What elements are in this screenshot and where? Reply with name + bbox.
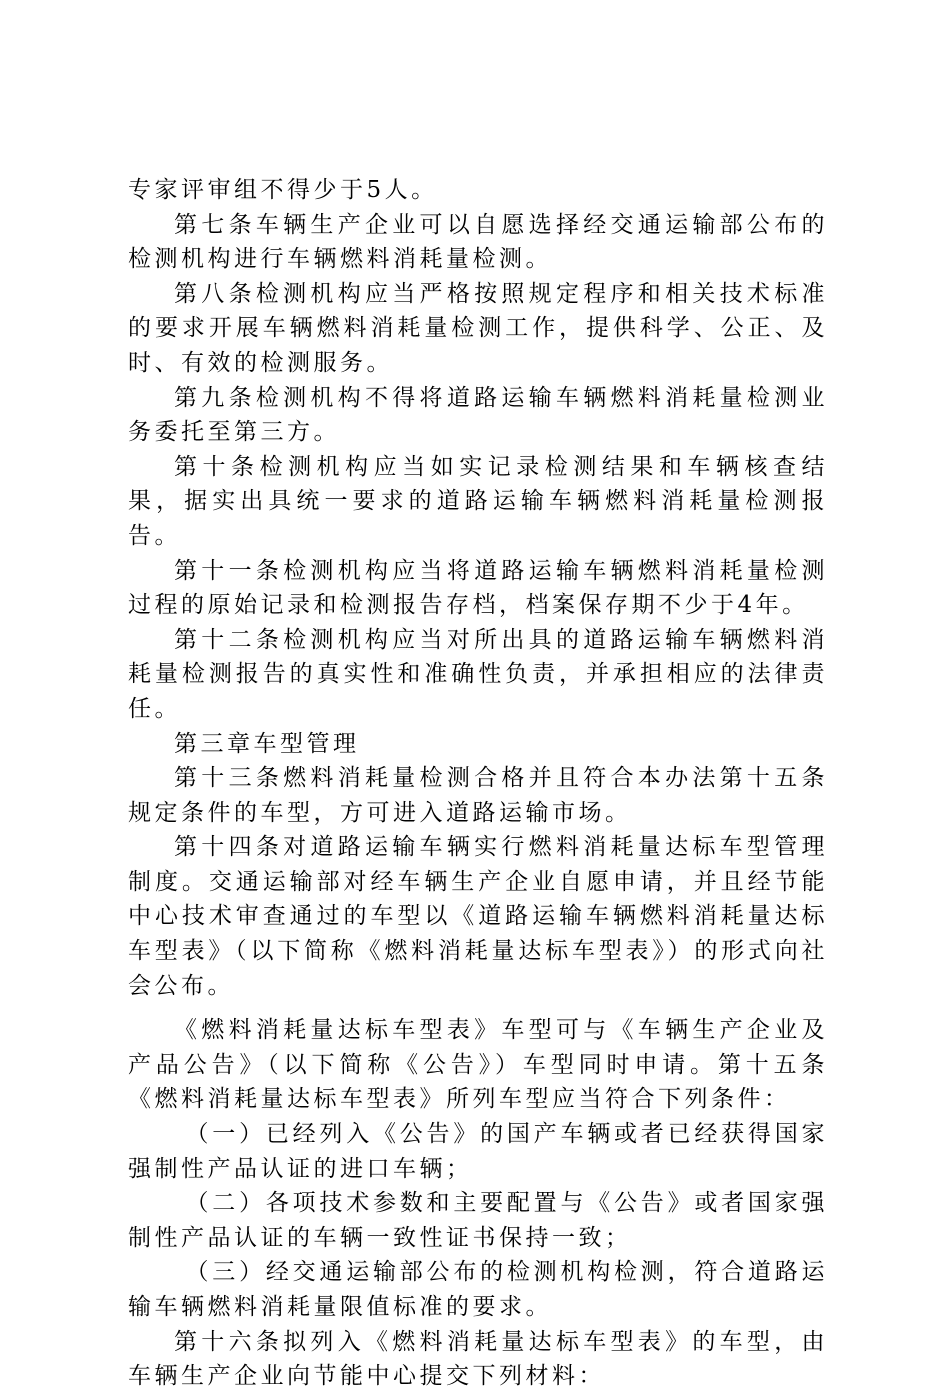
paragraph-article-9: 第九条检测机构不得将道路运输车辆燃料消耗量检测业务委托至第三方。 xyxy=(128,384,828,446)
paragraph-condition-3: （三）经交通运输部公布的检测机构检测，符合道路运输车辆燃料消耗量限值标准的要求。 xyxy=(128,1259,828,1320)
paragraph-article-8: 第八条检测机构应当严格按照规定程序和相关技术标准的要求开展车辆燃料消耗量检测工作，提供科学、公正、及时、有效的检测服务。 xyxy=(128,280,828,376)
paragraph-article-14: 第十四条对道路运输车辆实行燃料消耗量达标车型管理制度。交通运输部对经车辆生产企业自愿申请，并且经节能中心技术审查通过的车型以《道路运输车辆燃料消耗量达标车型表》（以下简称《燃料消耗量达标车型表》）的形式向社会公布。 xyxy=(128,834,828,999)
chapter-3-heading: 第三章车型管理 xyxy=(174,730,360,757)
paragraph-article-15: 《燃料消耗量达标车型表》车型可与《车辆生产企业及产品公告》（以下简称《公告》）车型同时申请。第十五条《燃料消耗量达标车型表》所列车型应当符合下列条件： xyxy=(128,1017,828,1113)
paragraph-article-16: 第十六条拟列入《燃料消耗量达标车型表》的车型，由车辆生产企业向节能中心提交下列材料： xyxy=(128,1328,828,1390)
paragraph-expert-panel: 专家评审组不得少于5人。 xyxy=(128,177,438,203)
paragraph-article-13: 第十三条燃料消耗量检测合格并且符合本办法第十五条规定条件的车型，方可进入道路运输市场。 xyxy=(128,765,828,826)
paragraph-article-10: 第十条检测机构应当如实记录检测结果和车辆核查结果，据实出具统一要求的道路运输车辆燃料消耗量检测报告。 xyxy=(128,453,828,549)
document-body xyxy=(128,173,828,1394)
paragraph-article-11: 第十一条检测机构应当将道路运输车辆燃料消耗量检测过程的原始记录和检测报告存档，档案保存期不少于4年。 xyxy=(128,557,828,619)
paragraph-condition-2: （二）各项技术参数和主要配置与《公告》或者国家强制性产品认证的车辆一致性证书保持一致； xyxy=(128,1190,828,1251)
paragraph-condition-1: （一）已经列入《公告》的国产车辆或者已经获得国家强制性产品认证的进口车辆； xyxy=(128,1121,828,1182)
paragraph-article-7: 第七条车辆生产企业可以自愿选择经交通运输部公布的检测机构进行车辆燃料消耗量检测。 xyxy=(128,211,828,273)
paragraph-article-12: 第十二条检测机构应当对所出具的道路运输车辆燃料消耗量检测报告的真实性和准确性负责，并承担相应的法律责任。 xyxy=(128,626,828,722)
